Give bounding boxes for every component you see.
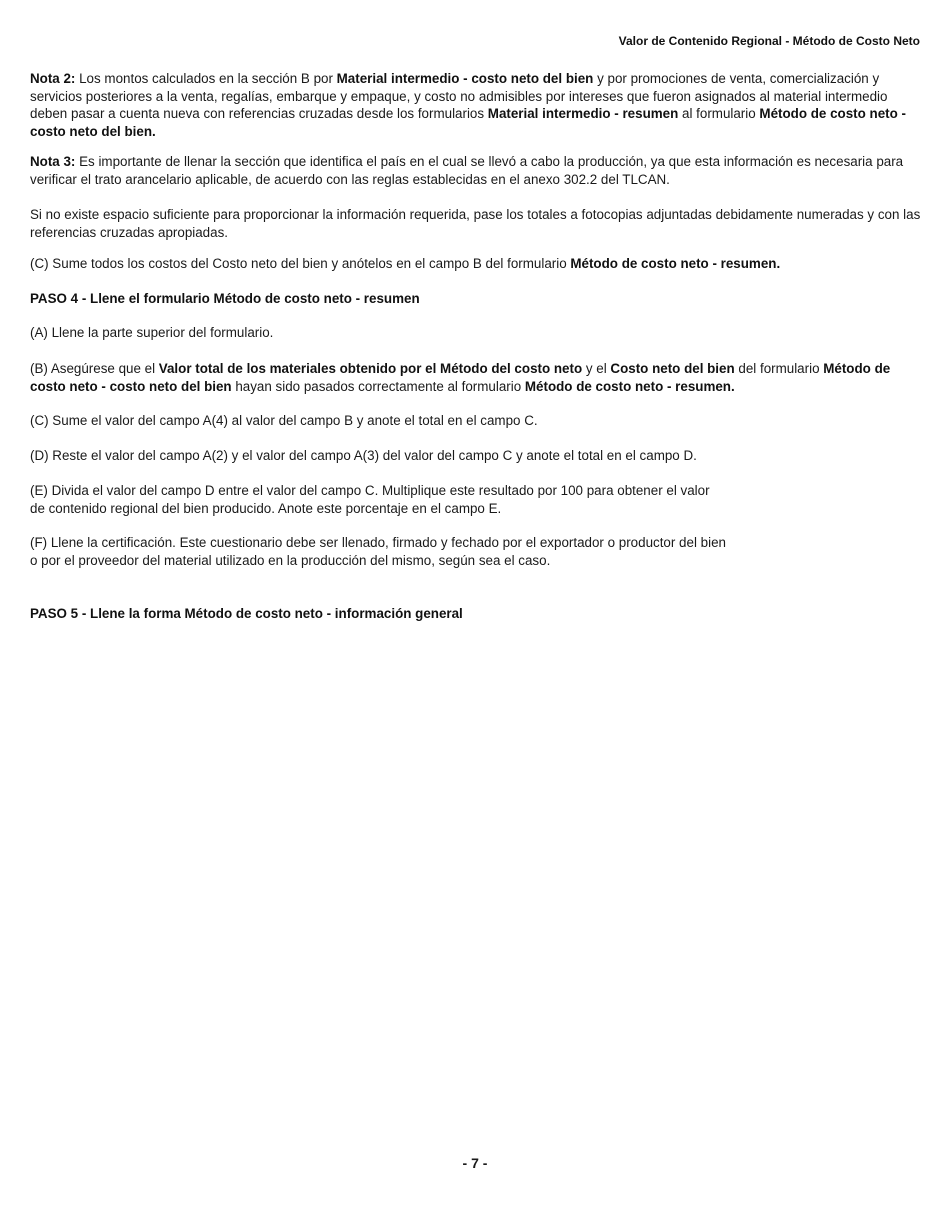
item-b-text-3: del formulario — [734, 361, 824, 376]
step-c-sum-text: (C) Sume todos los costos del Costo neto del bien y anótelos en el campo B del formulario — [30, 256, 571, 271]
item-b-bold-1: Valor total de los materiales obtenido por el Método del costo neto — [158, 361, 583, 376]
note-2-label: Nota 2: — [30, 71, 76, 86]
page-number: - 7 - — [462, 1155, 488, 1171]
item-b-bold-3: Método de costo neto - costo neto del bien — [30, 361, 891, 394]
note-2-paragraph — [30, 70, 922, 140]
item-b-bold-2: Costo neto del bien — [610, 361, 735, 376]
paso-4-item-c: (C) Sume el valor del campo A(4) al valor del campo B y anote el total en el campo C. — [30, 413, 538, 428]
paso-4-item-e — [30, 482, 922, 517]
paso-4-item-b — [30, 360, 922, 395]
step-c-sum-bold: Método de costo neto - resumen. — [570, 256, 781, 271]
note-3-label: Nota 3: — [30, 154, 76, 169]
note-2-text-3: al formulario — [678, 106, 760, 121]
page-header-title: Valor de Contenido Regional - Método de Costo Neto — [618, 34, 920, 48]
item-b-text-1: (B) Asegúrese que el — [30, 361, 159, 376]
paso-4-item-d: (D) Reste el valor del campo A(2) y el valor del campo A(3) del valor del campo C y anote el total en el campo D. — [30, 448, 697, 463]
item-b-bold-4: Método de costo neto - resumen. — [524, 378, 735, 394]
note-2-bold-3: Método de costo neto - costo neto del bien. — [30, 106, 906, 139]
step-c-sum-paragraph — [30, 255, 922, 273]
note-2-bold-2: Material intermedio - resumen — [487, 106, 679, 121]
item-b-text-4: hayan sido pasados correctamente al formulario — [231, 378, 525, 394]
item-e-line-2: de contenido regional del bien producido. Anote este porcentaje en el campo E. — [30, 500, 502, 516]
note-2-text-2: y por promociones de venta, comercialización y servicios posteriores a la venta, regalías, embarque y empaque, y costo no admisibles por intereses que fueron asignados al material intermedio deben pasar a cuenta nueva con referencias cruzadas desde los formularios — [30, 71, 888, 121]
paso-4-item-f — [30, 534, 922, 569]
paso-5-heading: PASO 5 - Llene la forma Método de costo neto - información general — [30, 606, 463, 621]
note-2-text-1: Los montos calculados en la sección B por — [75, 71, 337, 86]
space-note-paragraph: Si no existe espacio suficiente para proporcionar la información requerida, pase los totales a fotocopias adjuntadas debidamente numeradas y con las referencias cruzadas apropiadas. — [30, 207, 921, 240]
paso-4-item-a: (A) Llene la parte superior del formulario. — [30, 325, 274, 340]
item-f-line-1: (F) Llene la certificación. Este cuestionario debe ser llenado, firmado y fechado por el exportador o productor del bien — [30, 535, 726, 550]
note-3-paragraph — [30, 153, 922, 188]
item-f-line-2: o por el proveedor del material utilizado en la producción del mismo, según sea el caso. — [30, 552, 551, 568]
item-b-text-2: y el — [582, 361, 611, 376]
paso-4-heading: PASO 4 - Llene el formulario Método de costo neto - resumen — [30, 291, 420, 306]
item-e-line-1: (E) Divida el valor del campo D entre el valor del campo C. Multiplique este resultado por 100 para obtener el valor — [30, 483, 710, 498]
note-2-bold-1: Material intermedio - costo neto del bien — [336, 71, 594, 86]
note-3-text: Es importante de llenar la sección que identifica el país en el cual se llevó a cabo la producción, ya que esta información es necesaria para verificar el trato arancelario aplicable, de acuerdo con las reglas establecidas en el anexo 302.2 del TLCAN. — [30, 154, 904, 187]
